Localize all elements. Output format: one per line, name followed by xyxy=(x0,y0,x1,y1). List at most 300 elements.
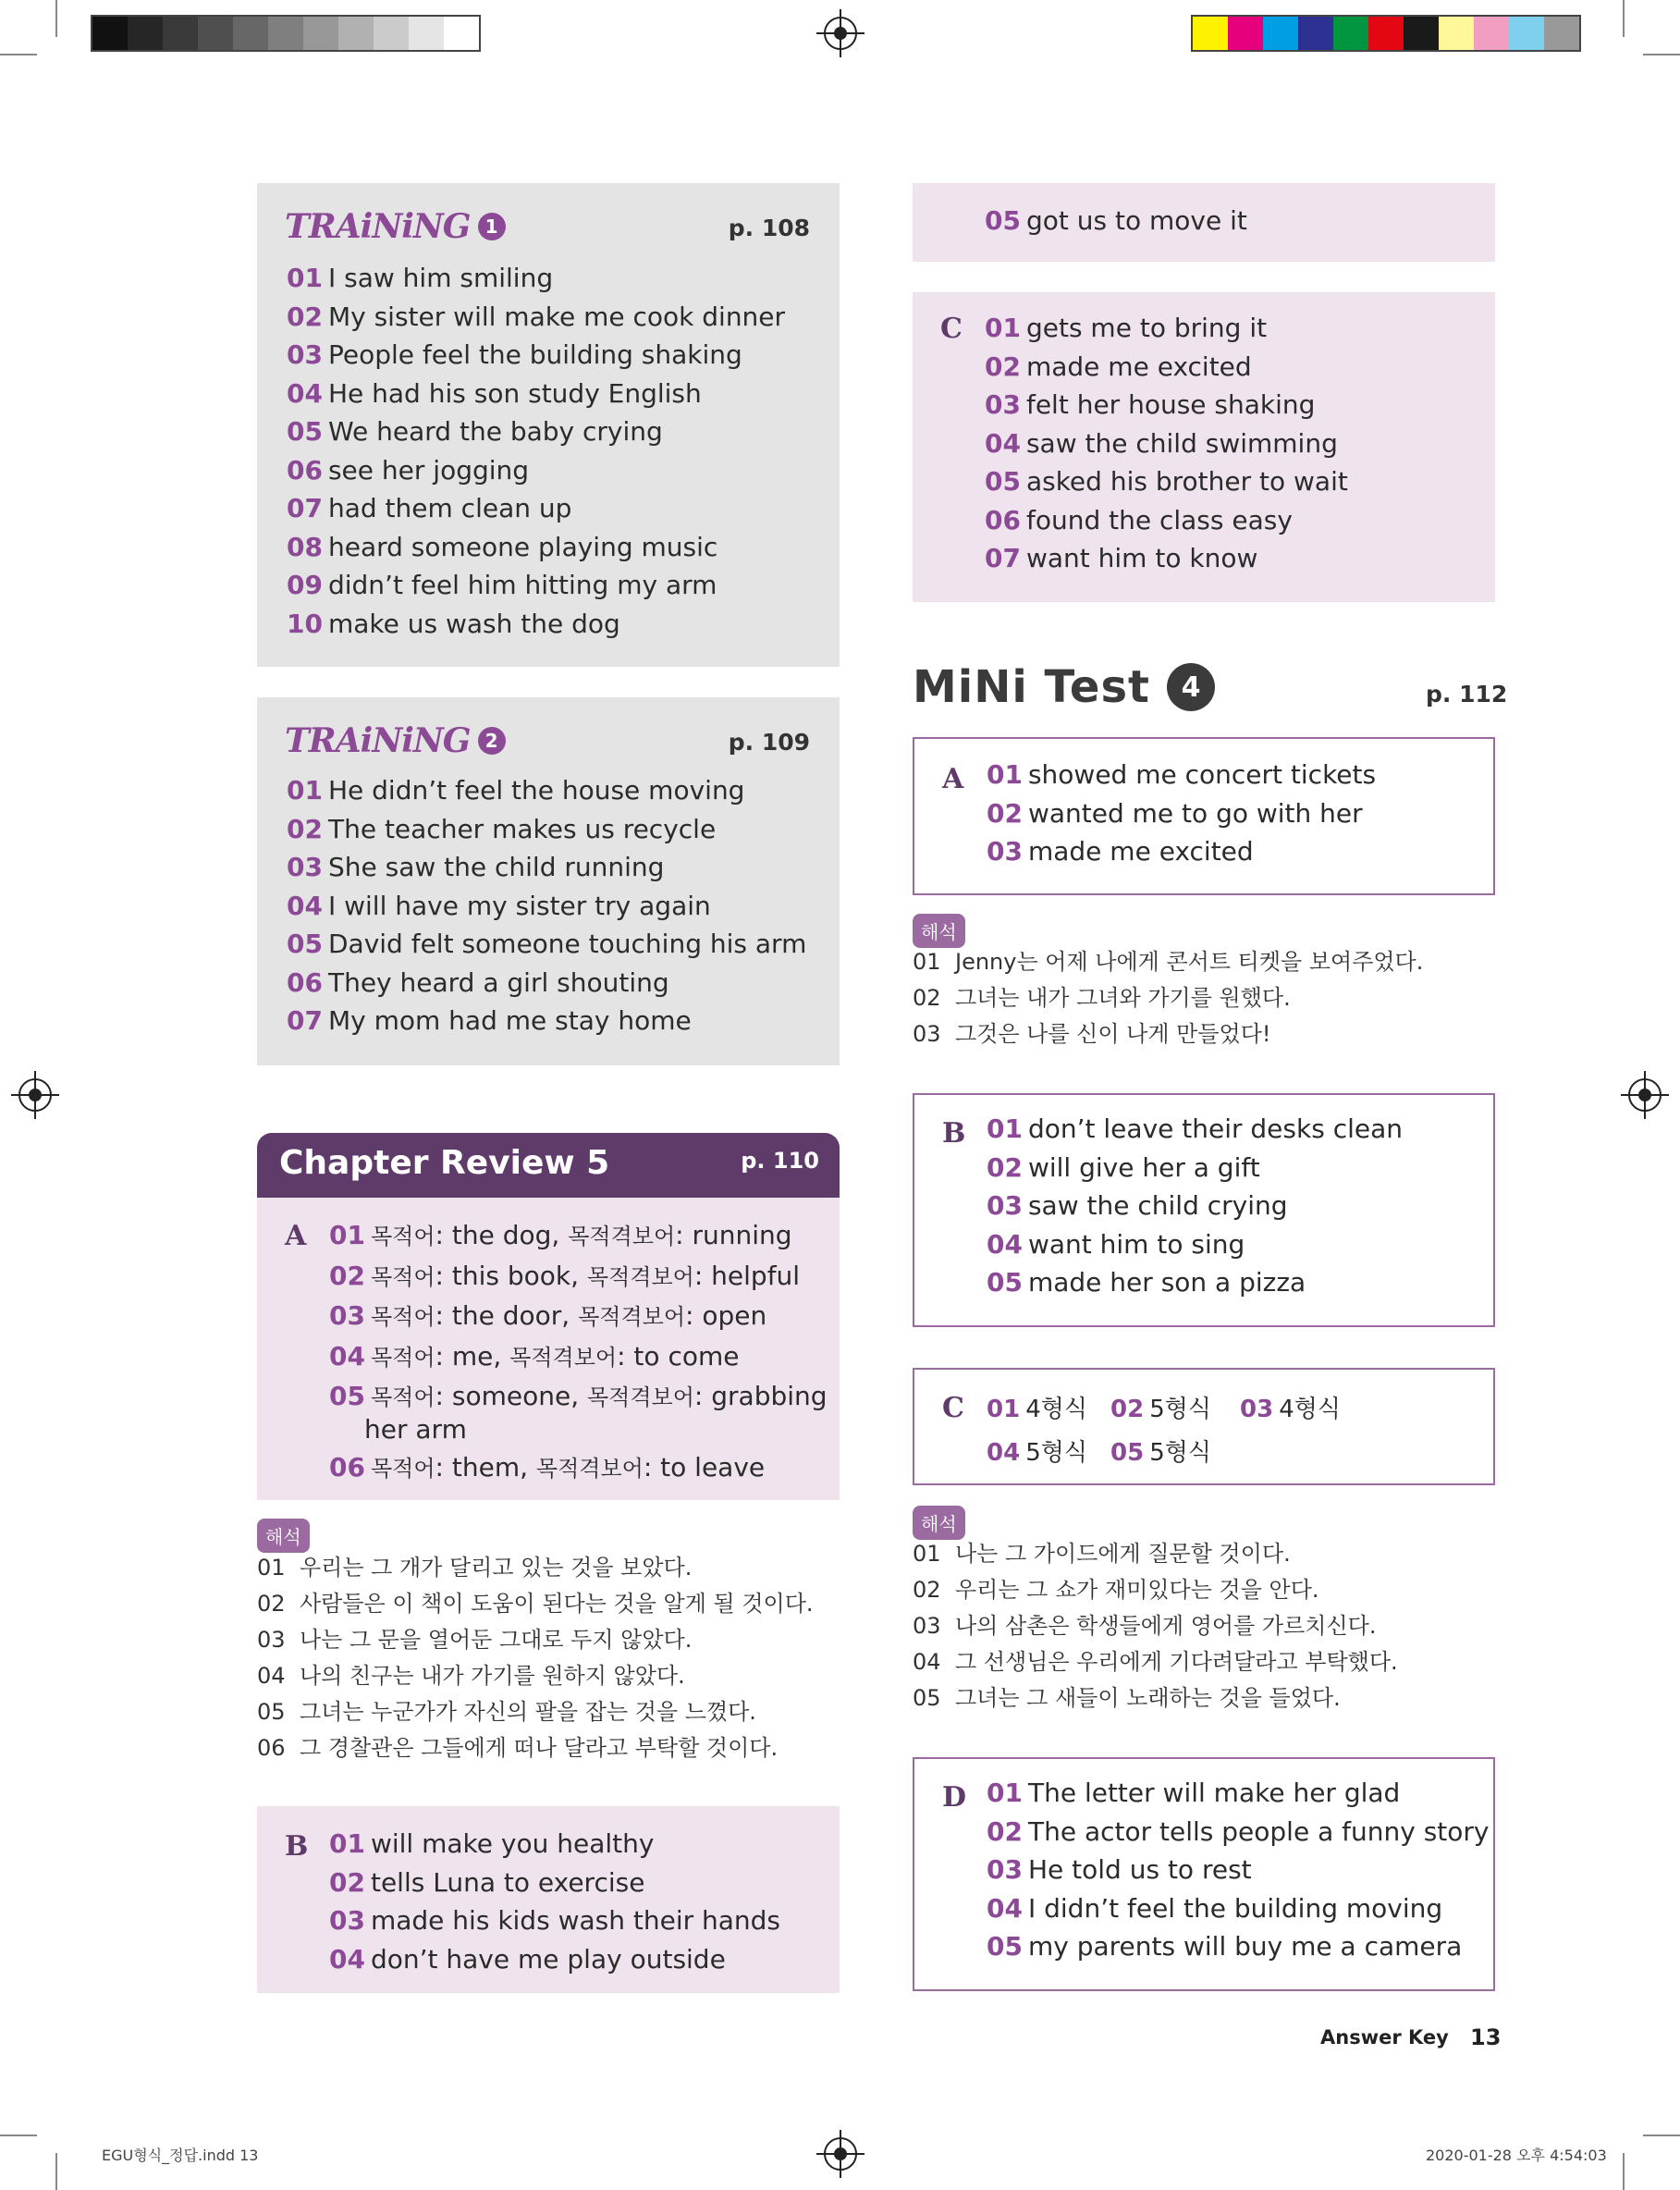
translation-text: 그것은 나를 신이 나게 만들었다! xyxy=(955,1021,1271,1047)
complement-label: 목적격보어 xyxy=(535,1456,644,1482)
list-item xyxy=(287,1002,806,1040)
translation-text: 나는 그 문을 열어둔 그대로 두지 않았다. xyxy=(300,1627,693,1653)
item-number: 02 xyxy=(287,301,323,332)
item-number: 07 xyxy=(287,1005,323,1036)
item-number: 03 xyxy=(287,852,323,882)
item-number: 07 xyxy=(985,543,1021,573)
list-item xyxy=(287,848,806,887)
complement-label: 목적격보어 xyxy=(509,1344,618,1371)
object-value: : me, xyxy=(435,1340,510,1372)
item-text: see her jogging xyxy=(327,454,530,486)
item-text: 4형식 xyxy=(1279,1396,1341,1423)
list-item xyxy=(329,1901,780,1940)
item-text: David felt someone touching his arm xyxy=(327,929,807,959)
item-text: He told us to rest xyxy=(1027,1854,1252,1885)
list-item xyxy=(287,887,806,926)
slug-filename: EGU형식_정답.indd 13 xyxy=(102,2147,259,2164)
item-number: 05 xyxy=(287,416,323,447)
chapter-review-b-box xyxy=(257,1806,840,1993)
item-text: don’t have me play outside xyxy=(370,1943,726,1975)
crop-mark xyxy=(1643,2135,1680,2136)
process-color-bar xyxy=(1191,15,1581,52)
item-text: saw the child swimming xyxy=(1025,427,1338,459)
color-swatch xyxy=(303,17,338,50)
item-number: 07 xyxy=(287,493,323,523)
color-swatch xyxy=(163,17,198,50)
object-label: 목적어 xyxy=(370,1384,435,1410)
translation-line xyxy=(257,1658,814,1694)
object-label: 목적어 xyxy=(370,1224,435,1249)
registration-mark-icon xyxy=(824,17,857,50)
training-1-page: p. 108 xyxy=(728,215,810,241)
item-number: 10 xyxy=(287,608,323,639)
item-number: 04 xyxy=(987,1892,1023,1924)
translation-text: 그 선생님은 우리에게 기다려달라고 부탁했다. xyxy=(955,1649,1398,1675)
translation-line xyxy=(913,1536,1398,1572)
list-item xyxy=(985,309,1348,348)
translation-line xyxy=(913,980,1423,1016)
item-text: I will have my sister try again xyxy=(327,890,711,921)
item-number: 02 xyxy=(329,1866,365,1898)
color-swatch xyxy=(268,17,303,50)
color-swatch xyxy=(233,17,268,50)
list-item xyxy=(287,605,785,644)
color-swatch xyxy=(1333,17,1368,50)
item-number: 08 xyxy=(287,531,323,562)
training-1-answers xyxy=(287,259,785,643)
translation-text: 사람들은 이 책이 도움이 된다는 것을 알게 될 것이다. xyxy=(300,1591,814,1617)
item-number: 02 xyxy=(257,1591,286,1617)
item-text: tells Luna to exercise xyxy=(370,1866,645,1898)
item-number: 02 xyxy=(1110,1396,1145,1423)
list-item xyxy=(329,1864,780,1902)
complement-value: : grabbing xyxy=(693,1381,828,1411)
color-swatch xyxy=(1474,17,1509,50)
color-swatch xyxy=(1228,17,1263,50)
item-text: My sister will make me cook dinner xyxy=(327,301,786,332)
item-number: 02 xyxy=(913,985,941,1011)
item-number: 05 xyxy=(987,1267,1023,1298)
item-text: gets me to bring it xyxy=(1025,313,1268,343)
list-item xyxy=(987,1110,1403,1149)
item-text: 5형식 xyxy=(1025,1439,1087,1467)
item-text: I didn’t feel the building moving xyxy=(1027,1892,1443,1924)
training-2-label: TRAiNiNG xyxy=(285,721,471,760)
item-number: 03 xyxy=(987,1854,1023,1885)
item-text: made his kids wash their hands xyxy=(370,1905,781,1936)
registration-mark-icon xyxy=(18,1078,52,1112)
item-number: 01 xyxy=(287,263,323,293)
item-number: 01 xyxy=(987,1113,1023,1144)
item-text: her arm xyxy=(364,1413,467,1445)
list-item xyxy=(287,259,785,298)
list-item xyxy=(987,1889,1490,1928)
list-item xyxy=(985,462,1348,501)
chapter-review-header xyxy=(257,1133,840,1198)
item-number: 03 xyxy=(985,389,1021,420)
translation-text: 나의 친구는 내가 가기를 원하지 않았다. xyxy=(300,1663,685,1689)
section-letter-b: B xyxy=(942,1117,966,1150)
item-text: She saw the child running xyxy=(327,852,665,882)
translation-line xyxy=(913,944,1423,980)
mini-test-c-answers xyxy=(987,1390,1369,1468)
item-number: 03 xyxy=(987,1190,1023,1221)
item-number: 02 xyxy=(287,813,323,844)
list-item xyxy=(329,1940,780,1979)
list-item xyxy=(987,794,1376,833)
chapter-review-a-answers xyxy=(329,1216,828,1489)
gray-color-bar xyxy=(91,15,481,52)
item-number: 03 xyxy=(329,1300,365,1331)
item-number: 01 xyxy=(329,1220,365,1250)
translation-line xyxy=(913,1016,1423,1052)
color-swatch xyxy=(1509,17,1544,50)
list-item xyxy=(329,1216,828,1257)
continued-answer-box xyxy=(913,183,1495,262)
list-item xyxy=(987,1851,1490,1889)
color-swatch xyxy=(444,17,479,50)
item-text: He didn’t feel the house moving xyxy=(327,775,745,806)
item-text: will give her a gift xyxy=(1027,1151,1260,1183)
grid-item xyxy=(1240,1390,1369,1424)
mini-test-b-box xyxy=(913,1093,1495,1327)
item-text: want him to sing xyxy=(1027,1228,1245,1260)
item-number: 03 xyxy=(1240,1396,1274,1423)
mini-test-badge: 4 xyxy=(1167,663,1215,711)
object-value: : them, xyxy=(435,1452,536,1483)
item-text: wanted me to go with her xyxy=(1027,797,1363,829)
list-item xyxy=(987,1813,1490,1852)
training-2-title xyxy=(285,721,506,760)
list-item xyxy=(287,771,806,810)
item-text: We heard the baby crying xyxy=(327,416,663,447)
translation-text: 그녀는 누군가가 자신의 팔을 잡는 것을 느꼈다. xyxy=(300,1699,756,1725)
object-label: 목적어 xyxy=(370,1344,435,1371)
list-item xyxy=(287,336,785,375)
list-item: 05 got us to move it xyxy=(985,205,1247,236)
mini-test-b-answers xyxy=(987,1110,1403,1302)
color-swatch xyxy=(338,17,374,50)
list-item xyxy=(985,348,1348,387)
item-text: The letter will make her glad xyxy=(1027,1778,1401,1808)
item-text: made me excited xyxy=(1025,351,1252,382)
complement-label: 목적격보어 xyxy=(586,1263,694,1290)
mini-test-label: MiNi Test xyxy=(913,661,1150,713)
object-label: 목적어 xyxy=(370,1263,435,1290)
slug-timestamp: 2020-01-28 오후 4:54:03 xyxy=(1426,2147,1607,2164)
crop-mark xyxy=(55,0,57,37)
translation-line xyxy=(913,1572,1398,1608)
translation-text: Jenny는 어제 나에게 콘서트 티켓을 보여주었다. xyxy=(955,949,1424,975)
mini-test-a-box xyxy=(913,737,1495,895)
translation-line xyxy=(257,1586,814,1622)
training-2-answers xyxy=(287,771,806,1040)
mini-test-d-answers xyxy=(987,1774,1490,1966)
item-number: 02 xyxy=(987,797,1023,829)
item-number: 05 xyxy=(329,1381,365,1411)
item-text: found the class easy xyxy=(1025,504,1293,535)
section-c-box xyxy=(913,292,1495,602)
item-text: The actor tells people a funny story xyxy=(1027,1815,1490,1847)
translation-text: 나의 삼촌은 학생들에게 영어를 가르치신다. xyxy=(955,1613,1377,1639)
training-1-box xyxy=(257,183,840,667)
mini-test-d-box xyxy=(913,1757,1495,1991)
item-number: 03 xyxy=(329,1905,365,1936)
chapter-review-title: Chapter Review 5 xyxy=(279,1144,610,1182)
list-item xyxy=(287,298,785,337)
crop-mark xyxy=(0,2135,37,2136)
complement-value: : to leave xyxy=(643,1452,766,1483)
translation-text: 그 경찰관은 그들에게 떠나 달라고 부탁할 것이다. xyxy=(300,1735,779,1761)
item-number: 06 xyxy=(985,504,1021,535)
color-swatch xyxy=(1404,17,1439,50)
item-text: my parents will buy me a camera xyxy=(1027,1931,1463,1962)
page-number: 13 xyxy=(1470,2024,1502,2050)
item-text: showed me concert tickets xyxy=(1027,759,1377,790)
item-number: 03 xyxy=(913,1021,941,1047)
item-text: want him to know xyxy=(1025,543,1258,573)
object-label: 목적어 xyxy=(370,1456,435,1482)
color-swatch xyxy=(1298,17,1333,50)
translation-text: 우리는 그 개가 달리고 있는 것을 보았다. xyxy=(300,1555,693,1581)
list-item xyxy=(329,1257,828,1298)
item-number: 06 xyxy=(257,1735,286,1761)
mini-test-a-translation xyxy=(913,944,1423,1052)
list-item xyxy=(987,1927,1490,1966)
section-c-answers xyxy=(985,309,1348,578)
complement-value: : helpful xyxy=(693,1260,801,1291)
list-item xyxy=(287,566,785,605)
item-text: I saw him smiling xyxy=(327,263,554,293)
list-item xyxy=(987,1225,1403,1264)
complement-value: : running xyxy=(675,1220,792,1250)
translation-line xyxy=(913,1680,1398,1716)
list-item xyxy=(987,1149,1403,1187)
chapter-review-translation xyxy=(257,1550,814,1766)
continued-answer xyxy=(985,202,1247,240)
training-2-page: p. 109 xyxy=(728,729,810,756)
item-number: 01 xyxy=(287,775,323,806)
item-number: 02 xyxy=(987,1151,1023,1183)
registration-mark-icon xyxy=(824,2137,857,2171)
translation-line xyxy=(257,1550,814,1586)
item-number: 06 xyxy=(287,454,323,486)
section-letter-b: B xyxy=(285,1830,309,1863)
list-item xyxy=(287,925,806,964)
item-text: didn’t feel him hitting my arm xyxy=(327,570,717,600)
list-item xyxy=(329,1448,828,1489)
item-text: had them clean up xyxy=(327,493,572,523)
complement-label: 목적격보어 xyxy=(568,1224,676,1249)
item-number: 05 xyxy=(913,1685,941,1711)
mini-test-c-box xyxy=(913,1368,1495,1485)
item-number: 02 xyxy=(985,351,1021,382)
item-number: 01 xyxy=(913,1541,941,1567)
translation-text: 우리는 그 쇼가 재미있다는 것을 안다. xyxy=(955,1577,1319,1603)
mini-test-c-translation xyxy=(913,1536,1398,1716)
crop-mark xyxy=(1643,54,1680,55)
color-swatch xyxy=(1439,17,1474,50)
translation-line xyxy=(913,1644,1398,1680)
color-swatch xyxy=(1193,17,1228,50)
item-number: 01 xyxy=(987,1778,1023,1808)
complement-label: 목적격보어 xyxy=(578,1304,685,1330)
item-text: 5형식 xyxy=(1149,1439,1211,1467)
item-number: 02 xyxy=(329,1260,365,1291)
footer-label: Answer Key xyxy=(1320,2026,1449,2049)
section-letter-a: A xyxy=(285,1220,307,1252)
section-letter-a: A xyxy=(942,763,964,795)
item-number: 01 xyxy=(329,1828,365,1859)
item-text: made her son a pizza xyxy=(1027,1267,1306,1298)
color-swatch xyxy=(1368,17,1404,50)
list-item xyxy=(329,1297,828,1337)
item-text: People feel the building shaking xyxy=(327,339,742,370)
item-number: 04 xyxy=(287,377,323,409)
registration-mark-icon xyxy=(1628,1078,1662,1112)
list-item xyxy=(985,424,1348,463)
item-text: asked his brother to wait xyxy=(1025,466,1348,497)
color-swatch xyxy=(409,17,444,50)
chapter-review-page: p. 110 xyxy=(741,1148,819,1174)
list-item xyxy=(287,375,785,413)
item-number: 02 xyxy=(913,1577,941,1603)
list-item xyxy=(987,1774,1490,1813)
item-number: 01 xyxy=(987,1396,1021,1423)
section-letter-c: C xyxy=(940,313,963,345)
grid-item xyxy=(987,1390,1110,1424)
item-number: 03 xyxy=(257,1627,286,1653)
translation-line xyxy=(257,1622,814,1658)
item-text: The teacher makes us recycle xyxy=(327,813,717,844)
object-label: 목적어 xyxy=(370,1304,435,1330)
item-number: 03 xyxy=(287,339,323,370)
item-number: 04 xyxy=(329,1340,365,1372)
object-value: : someone, xyxy=(435,1381,587,1411)
list-item xyxy=(987,1187,1403,1225)
item-number: 04 xyxy=(913,1649,941,1675)
item-number: 01 xyxy=(913,949,941,975)
item-number: 05 xyxy=(287,929,323,959)
list-item xyxy=(287,528,785,567)
item-text: saw the child crying xyxy=(1027,1190,1288,1221)
grid-item xyxy=(1110,1433,1240,1468)
item-number: 01 xyxy=(257,1555,286,1581)
translation-text: 나는 그 가이드에게 질문할 것이다. xyxy=(955,1541,1291,1567)
section-letter-d: D xyxy=(942,1781,967,1814)
training-1-title xyxy=(285,207,506,246)
translation-tag: 해석 xyxy=(257,1519,310,1553)
crop-mark xyxy=(1623,0,1625,37)
training-1-badge: 1 xyxy=(478,213,506,240)
color-swatch xyxy=(374,17,409,50)
list-item xyxy=(287,810,806,849)
item-text: They heard a girl shouting xyxy=(327,966,669,998)
item-number: 06 xyxy=(287,966,323,998)
translation-line xyxy=(913,1608,1398,1644)
color-swatch xyxy=(128,17,163,50)
chapter-review-a-box xyxy=(257,1133,840,1500)
list-item xyxy=(985,501,1348,540)
complement-value: : open xyxy=(685,1300,767,1331)
color-swatch xyxy=(198,17,233,50)
list-item xyxy=(287,489,785,528)
item-number: 05 xyxy=(987,1931,1023,1962)
translation-text: 그녀는 내가 그녀와 가기를 원했다. xyxy=(955,985,1291,1011)
item-text: My mom had me stay home xyxy=(327,1005,692,1036)
list-item xyxy=(287,451,785,490)
translation-text: 그녀는 그 새들이 노래하는 것을 들었다. xyxy=(955,1685,1341,1711)
mini-test-title xyxy=(913,661,1215,713)
item-number: 04 xyxy=(329,1943,365,1975)
item-text: felt her house shaking xyxy=(1025,389,1316,420)
crop-mark xyxy=(0,54,37,55)
item-text: will make you healthy xyxy=(370,1828,655,1859)
mini-test-a-answers xyxy=(987,756,1376,871)
item-number: 05 xyxy=(1110,1439,1145,1467)
list-item xyxy=(287,964,806,1003)
item-number: 01 xyxy=(985,313,1021,343)
grid-item xyxy=(1110,1390,1240,1424)
training-2-box xyxy=(257,697,840,1065)
color-swatch xyxy=(92,17,128,50)
grid-item xyxy=(987,1433,1110,1468)
item-number: 09 xyxy=(287,570,323,600)
list-item xyxy=(987,832,1376,871)
mini-test-page: p. 112 xyxy=(1426,681,1508,707)
item-number: 04 xyxy=(287,890,323,921)
object-value: : the dog, xyxy=(435,1220,569,1250)
item-number: 03 xyxy=(987,836,1023,867)
crop-mark xyxy=(1623,2153,1625,2190)
item-text: don’t leave their desks clean xyxy=(1027,1113,1403,1144)
training-2-badge: 2 xyxy=(478,727,506,755)
list-item xyxy=(987,756,1376,794)
item-number: 04 xyxy=(257,1663,286,1689)
object-value: : the door, xyxy=(435,1300,579,1331)
translation-tag: 해석 xyxy=(913,914,965,948)
list-item xyxy=(287,412,785,451)
crop-mark xyxy=(55,2153,57,2190)
list-item xyxy=(985,386,1348,424)
translation-line xyxy=(257,1730,814,1766)
chapter-review-b-answers xyxy=(329,1825,780,1978)
item-number: 01 xyxy=(987,759,1023,790)
item-text: make us wash the dog xyxy=(327,608,620,639)
translation-line xyxy=(257,1694,814,1730)
item-text: 4형식 xyxy=(1025,1396,1087,1423)
item-number: 04 xyxy=(985,427,1021,459)
item-number: 06 xyxy=(329,1452,365,1483)
complement-value: : to come xyxy=(617,1340,740,1372)
list-item xyxy=(985,539,1348,578)
section-letter-c: C xyxy=(942,1392,964,1424)
list-item xyxy=(329,1825,780,1864)
translation-tag: 해석 xyxy=(913,1506,965,1540)
item-text: He had his son study English xyxy=(327,377,702,409)
item-number: 04 xyxy=(987,1439,1021,1467)
color-swatch xyxy=(1544,17,1579,50)
complement-label: 목적격보어 xyxy=(587,1384,694,1410)
color-swatch xyxy=(1263,17,1298,50)
item-number: 04 xyxy=(987,1228,1023,1260)
item-number: 05 xyxy=(985,466,1021,497)
item-text: heard someone playing music xyxy=(327,531,718,562)
list-item xyxy=(329,1337,828,1378)
object-value: : this book, xyxy=(435,1260,587,1291)
training-1-label: TRAiNiNG xyxy=(285,207,471,246)
list-item xyxy=(987,1263,1403,1302)
